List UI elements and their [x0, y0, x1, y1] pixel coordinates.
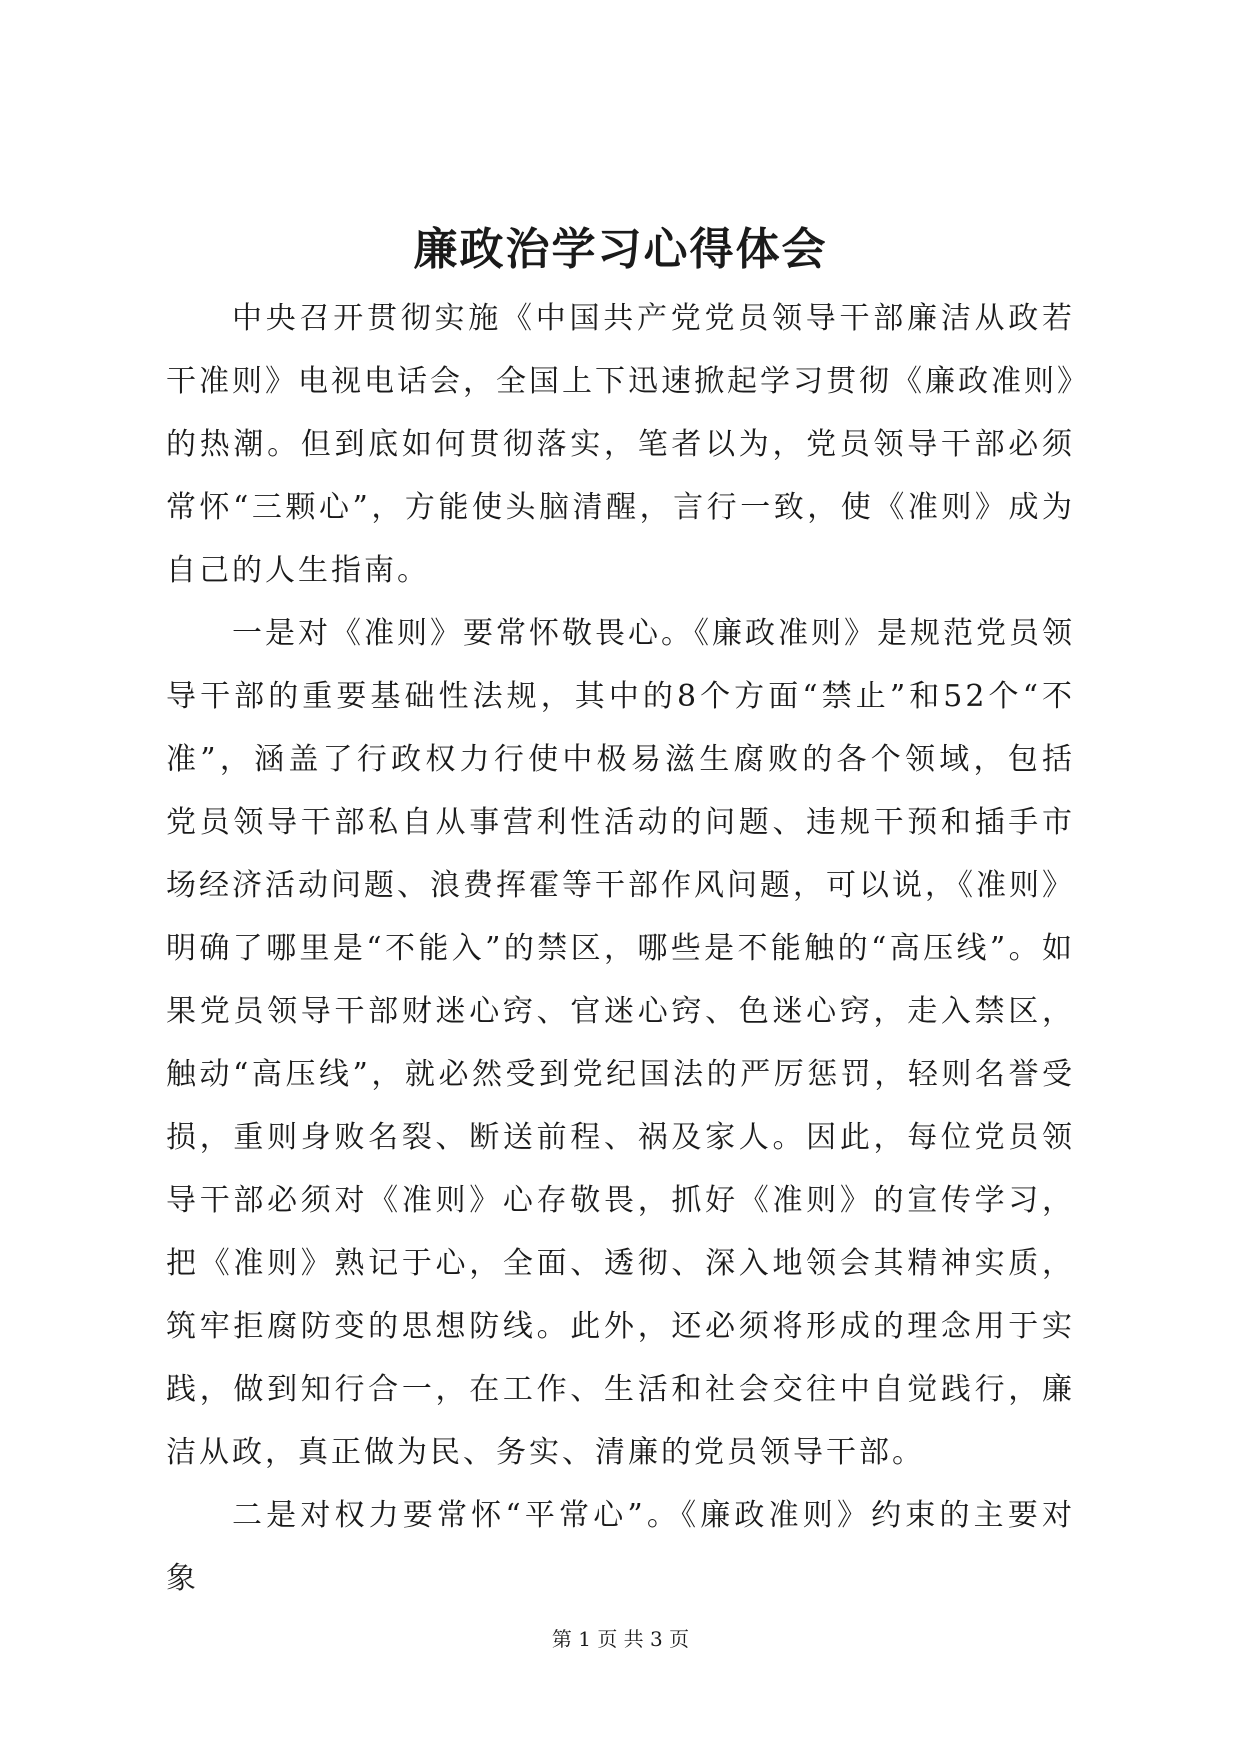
body-paragraph: 一是对《准则》要常怀敬畏心。《廉政准则》是规范党员领导干部的重要基础性法规，其中的8个方面“禁止”和52个“不准”，涵盖了行政权力行使中极易滋生腐败的各个领域，包括党员领导干部私自从事营利性活动的问题、违规干预和插手市场经济活动问题、浪费挥霍等干部作风问题，可以说，《准则》明确了哪里是“不能入”的禁区，哪些是不能触的“高压线”。如果党员领导干部财迷心窍、官迷心窍、色迷心窍，走入禁区，触动“高压线”，就必然受到党纪国法的严厉惩罚，轻则名誉受损，重则身败名裂、断送前程、祸及家人。因此，每位党员领导干部必须对《准则》心存敬畏，抓好《准则》的宣传学习，把《准则》熟记于心，全面、透彻、深入地领会其精神实质，筑牢拒腐防变的思想防线。此外，还必须将形成的理念用于实践，做到知行合一，在工作、生活和社会交往中自觉践行，廉洁从政，真正做为民、务实、清廉的党员领导干部。 [166, 616, 1075, 1470]
document-title: 廉政治学习心得体会 [413, 224, 828, 275]
body-paragraph: 中央召开贯彻实施《中国共产党党员领导干部廉洁从政若干准则》电视电话会，全国上下迅速掀起学习贯彻《廉政准则》的热潮。但到底如何贯彻落实，笔者以为，党员领导干部必须常怀“三颗心”，方能使头脑清醒，言行一致，使《准则》成为自己的人生指南。 [166, 301, 1075, 588]
body-paragraph: 二是对权力要常怀“平常心”。《廉政准则》约束的主要对象 [166, 1498, 1075, 1596]
document-body [166, 287, 1075, 1610]
page-number-footer: 第 1 页 共 3 页 [551, 1627, 690, 1651]
